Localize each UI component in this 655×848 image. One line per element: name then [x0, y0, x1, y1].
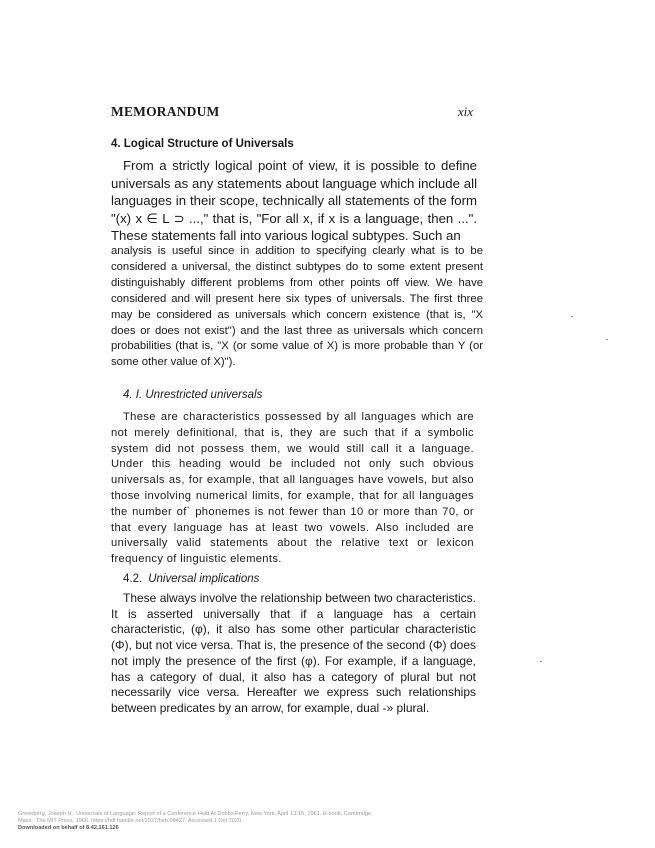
section-heading: 4. Logical Structure of Universals [111, 138, 294, 150]
subsection-heading-implications [123, 573, 259, 585]
implications-paragraph: These always involve the relationship between two characteristics. It is asserted universally that if a language has a certain characteristic, (φ), it also has some other particular characteristic (Φ), but not vice versa. That is, the presence of the second (Φ) does not imply the presence of the first (φ). For example, if a language, has a category of dual, it also has a category of plural but not necessarily vice versa. Hereafter we express such relationships between predicates by an arrow, for example, dual -» plural. [111, 591, 476, 715]
continuation-paragraph: analysis is useful since in addition to specifying clearly what is to be considered a universal, the distinct subtypes do to some extent present distinguishably different problems from other points off view. We have considered and will present here six types of universals. The first three may be considered as universals which concern existence (that is, "X does or does not exist") and the last three as universals which concern probabilities (that is, "X (or some value of X) is more probable than Y (or some other value of X)"). [111, 245, 483, 369]
running-title: MEMORANDUM [111, 104, 220, 119]
page-number: xix [457, 104, 473, 119]
scan-speck [540, 661, 542, 662]
subsection-number: 4.2. [123, 573, 143, 585]
intro-paragraph: From a strictly logical point of view, it is possible to define universals as any statements about language which include all languages in their scope, technically all statements of the form "(x) x ∈ L ⊃ ...," that is, "For all x, if x is a language, then ...". These statements fall into various logical subtypes. Such an [111, 158, 477, 243]
scan-speck [571, 316, 573, 317]
unrestricted-paragraph: These are characteristics possessed by all languages which are not merely definitional, that is, they are such that if a symbolic system did not possess them, we would still call it a language. Under this heading would be included not only such obvious universals as, for example, that all languages have vowels, but also those involving numerical limits, for example, that for all languages the number of` phonemes is not fewer than 10 or more than 70, or that every language has at least two vowels. Also included are universally valid statements about the relative text or lexicon frequency of linguistic elements. [111, 411, 474, 566]
subsection-heading-unrestricted: 4. I. Unrestricted universals [123, 389, 263, 401]
citation-footer [18, 811, 378, 833]
download-notice: Downloaded on behalf of 8.42.161.126 [18, 825, 119, 832]
scan-speck [606, 339, 608, 340]
citation-text: Greenberg, Joseph H.. Universals of Language: Report of a Conference Held At Dobbs Ferry, New York, April 13-15, 1961. E-book, Cambridge, Mass.: The MIT Press, 1966, https://hdl.handle.net/2027/heb.08427. Accessed 1 Oct 2020. [18, 811, 373, 825]
running-header [111, 104, 473, 122]
subsection-title: Universal implications [148, 573, 260, 585]
